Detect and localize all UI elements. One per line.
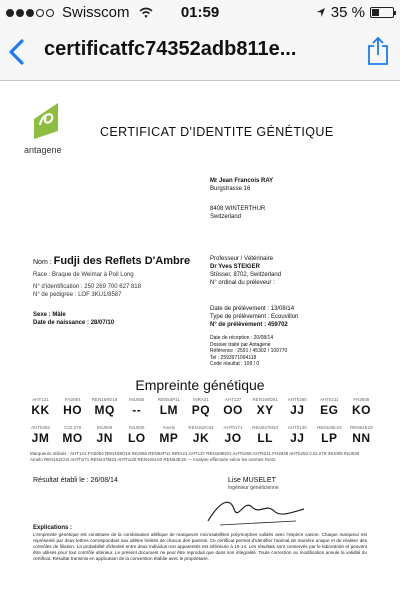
marker-value: JN: [96, 431, 113, 445]
signer-name: Lise MUSELET: [228, 477, 276, 484]
clock: 01:59: [180, 4, 220, 21]
marker-value: KO: [351, 403, 371, 417]
antagene-logo-icon: [28, 99, 68, 143]
markers-row-2: [26, 425, 376, 445]
marker-cell: [251, 397, 280, 417]
explanations-title: Explications :: [33, 525, 73, 531]
marker-value: HO: [63, 403, 83, 417]
owner-address: [210, 177, 273, 221]
marker-cell: [26, 425, 55, 445]
sample-type: Type de prélèvement : Ecouvillon: [210, 314, 299, 320]
sample-info: [210, 305, 298, 329]
owner-name: Mr Jean Francois RAY: [210, 178, 274, 184]
marker-value: JO: [224, 431, 242, 445]
dog-name: Fudji des Reflets D'Ambre: [53, 255, 191, 267]
marker-cell: [347, 425, 376, 445]
vet-name: Dr Yves STEIGER: [210, 264, 260, 270]
marker-label: AHTh171: [223, 425, 243, 430]
marker-value: JK: [192, 431, 210, 445]
marker-value: MO: [62, 431, 83, 445]
dog-identification: N° d'identification : 250 269 700 627 818: [33, 284, 141, 290]
empreinte-title: Empreinte génétique: [135, 377, 265, 393]
marker-cell: [315, 397, 344, 417]
marker-label: AHTh260: [287, 397, 307, 402]
marker-label: REN64E19: [350, 425, 373, 430]
markers-row-1: [26, 397, 376, 417]
marker-label: AHT121: [32, 397, 49, 402]
marker-cell: [283, 397, 312, 417]
marker-value: JJ: [290, 403, 305, 417]
marker-cell: [251, 425, 280, 445]
marker-label: REN162C04: [188, 425, 214, 430]
marker-label: REN54P11: [157, 397, 180, 402]
location-arrow-icon: [316, 7, 326, 18]
dog-race: Race : Braque de Weimar à Poil Long: [33, 272, 134, 278]
certificate-page: [20, 85, 380, 600]
marker-cell: [90, 425, 119, 445]
marker-cell: [315, 425, 344, 445]
vet-info: [210, 255, 281, 287]
owner-country: Switzerland: [210, 214, 242, 220]
document-viewer[interactable]: [0, 81, 400, 600]
marker-cell: [186, 425, 215, 445]
marker-label: INU005: [97, 425, 113, 430]
marker-cell: [154, 397, 183, 417]
marker-label: Amelo: [162, 425, 176, 430]
marker-cell: [283, 425, 312, 445]
back-chevron-icon[interactable]: [6, 38, 28, 66]
document-filename: certificatfc74352adb811e...: [44, 38, 297, 60]
marker-value: KK: [31, 403, 50, 417]
marker-cell: [122, 425, 151, 445]
markers-fineprint: Marqueurs utilisés : AHT121 FH2054 REN169O18 INU055 REN54P11 INRA21 AHT137 REN169D01 AHTh260 AHTk211 FH2848 AHTk253 C22.279 INU005 INU030 Amelo REN162C04 AHTh171 REN247M23 AHTh130 REN105L03 REN64E19 — Analyse effectuée selon les normes ISAG.: [30, 451, 360, 462]
lab-line: Code résultat : 109 / 0: [210, 361, 260, 367]
marker-cell: [122, 397, 151, 417]
marker-label: REN169O18: [91, 397, 118, 402]
marker-label: REN247M23: [252, 425, 279, 430]
marker-label: FH2054: [64, 397, 81, 402]
marker-cell: [219, 397, 248, 417]
signature-image: [200, 491, 310, 531]
marker-cell: [58, 397, 87, 417]
battery-percent: 35 %: [330, 4, 365, 21]
marker-cell: [186, 397, 215, 417]
signer-role: Ingénieur généticienne: [228, 485, 279, 491]
status-bar: [0, 0, 400, 24]
logo-text: antagene: [24, 145, 62, 155]
owner-street: Burgstrasse 16: [210, 186, 251, 192]
vet-role: Professeur / Vétérinaire: [210, 256, 274, 262]
marker-cell: [90, 397, 119, 417]
dog-birthdate: Date de naissance : 28/07/10: [33, 320, 115, 326]
marker-value: NN: [352, 431, 371, 445]
certificate-title: CERTIFICAT D'IDENTITE GÉNÉTIQUE: [100, 125, 334, 139]
marker-cell: [347, 397, 376, 417]
marker-cell: [58, 425, 87, 445]
marker-value: OO: [223, 403, 243, 417]
marker-value: LL: [257, 431, 273, 445]
lab-line: Date de réception : 20/08/14: [210, 335, 274, 341]
sample-number: N° de prélèvement : 459702: [210, 322, 288, 328]
share-icon[interactable]: [366, 36, 390, 66]
marker-value: XY: [256, 403, 274, 417]
marker-label: REN105L03: [317, 425, 342, 430]
sample-date: Date de prélèvement : 13/08/14: [210, 306, 295, 312]
marker-value: EG: [320, 403, 339, 417]
marker-label: AHTk211: [320, 397, 339, 402]
lab-line: Référence : 2591 / 45302 / 109770: [210, 348, 288, 354]
navigation-bar: [0, 24, 400, 81]
marker-value: --: [132, 403, 142, 417]
marker-label: AHTh130: [287, 425, 307, 430]
marker-value: JM: [31, 431, 50, 445]
result-date: Résultat établi le : 26/08/14: [33, 477, 118, 484]
marker-cell: [154, 425, 183, 445]
marker-label: AHT137: [224, 397, 242, 402]
lab-info: [210, 335, 287, 368]
dog-name-row: [33, 255, 190, 267]
marker-value: MP: [159, 431, 179, 445]
marker-value: LM: [159, 403, 179, 417]
marker-label: REN169D01: [252, 397, 278, 402]
explanations-text: L'empreinte génétique est constituée de la combinaison allélique de marqueurs microsatellites polymorphes validés avec l'espèce canine. Chaque marqueur est représenté par deux lettres correspondant aux allèles hérités de chacun des parents. Ce certificat permet d'identifier l'animal de manière unique et de réaliser des contrôles de filiation. La probabilité d'identité entre deux individus non apparentés est inférieure à 10-14. Les résultats sont conservés par le laboratoire et peuvent être utilisés pour tout contrôle ultérieur. Le présent document ne peut être reproduit que dans son intégralité. Toute correction ou modification annule la validité du certificat. Résultat transmis en application de la convention établie avec le propriétaire.: [33, 532, 367, 561]
marker-label: AHTk253: [31, 425, 50, 430]
marker-value: LP: [321, 431, 338, 445]
owner-city: 8408 WINTERTHUR: [210, 206, 266, 212]
marker-label: FH2848: [353, 397, 370, 402]
marker-value: JJ: [290, 431, 305, 445]
carrier-name: Swisscom: [62, 4, 130, 21]
vet-ordinal: N° ordinal du préleveur :: [210, 280, 275, 286]
marker-value: LO: [127, 431, 146, 445]
dog-sex: Sexe : Mâle: [33, 312, 66, 318]
lab-line: Tel : 2593971094118: [210, 354, 257, 361]
dog-pedigree: N° de pedigree : LOF 3KU1/8587: [33, 292, 122, 298]
marker-cell: [26, 397, 55, 417]
battery-icon: [370, 7, 394, 18]
marker-value: PQ: [191, 403, 211, 417]
marker-cell: [219, 425, 248, 445]
marker-label: C22.279: [64, 425, 82, 430]
marker-label: INRA21: [193, 397, 209, 402]
marker-label: INU055: [129, 397, 145, 402]
marker-value: MQ: [94, 403, 115, 417]
marker-label: INU030: [129, 425, 145, 430]
vet-location: Stüsser, 8702, Switzerland: [210, 272, 282, 278]
lab-line: Dossier traité par Antagene: [210, 341, 271, 348]
dog-name-label: Nom :: [33, 259, 52, 266]
